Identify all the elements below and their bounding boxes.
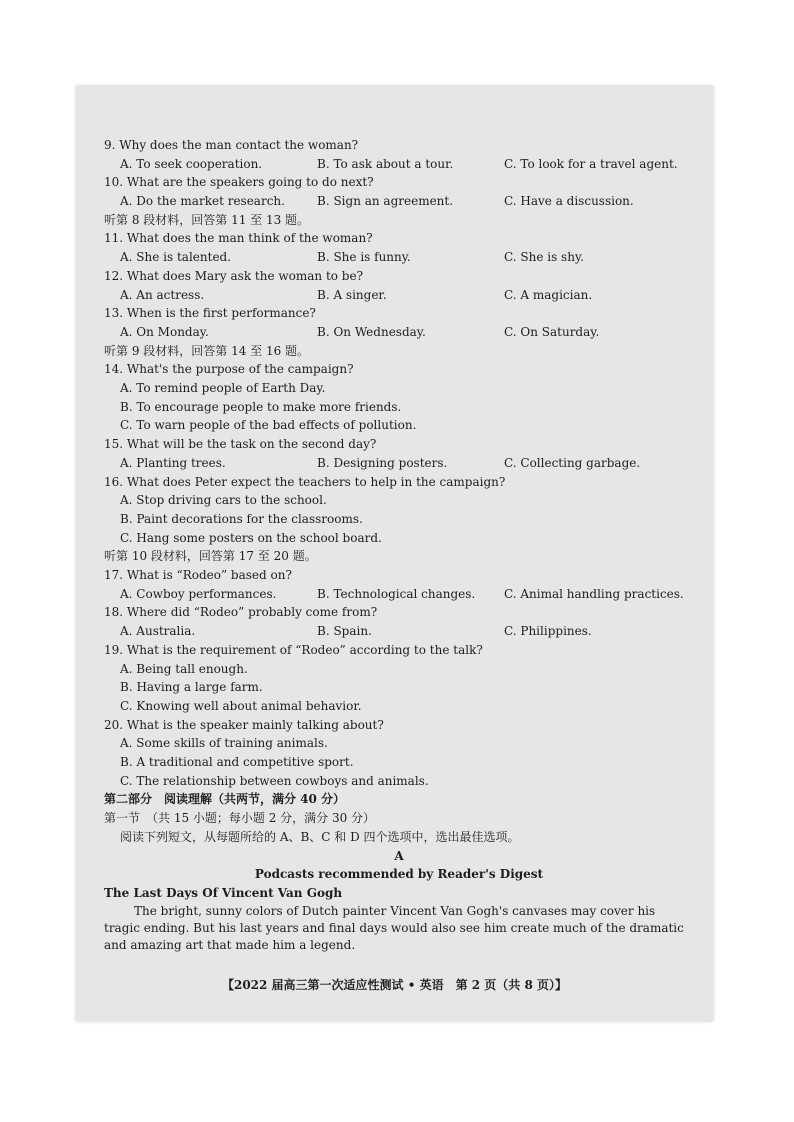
section-1-heading: 第一节 （共 15 小题；每小题 2 分，满分 30 分） [104, 811, 376, 826]
section-9-instruction: 听第 9 段材料，回答第 14 至 16 题。 [104, 343, 310, 358]
options-17 [104, 585, 694, 604]
options-9 [104, 155, 694, 174]
option-20b: B. A traditional and competitive sport. [120, 755, 354, 770]
option-11b: B. She is funny. [317, 250, 411, 265]
option-12b: B. A singer. [317, 287, 387, 302]
option-14a: A. To remind people of Earth Day. [120, 381, 326, 396]
option-19b: B. Having a large farm. [120, 680, 263, 695]
passage-letter: A [394, 848, 404, 863]
part-2-heading: 第二部分 阅读理解（共两节，满分 40 分） [104, 792, 346, 807]
option-10b: B. Sign an agreement. [317, 194, 454, 209]
section-8-instruction: 听第 8 段材料，回答第 11 至 13 题。 [104, 212, 310, 227]
page-content [104, 136, 694, 954]
question-9: 9. Why does the man contact the woman? [104, 138, 359, 152]
option-13a: A. On Monday. [120, 324, 209, 339]
option-19c: C. Knowing well about animal behavior. [120, 698, 362, 713]
option-16c: C. Hang some posters on the school board. [120, 530, 382, 545]
reading-instruction: 阅读下列短文，从每题所给的 A、B、C 和 D 四个选项中，选出最佳选项。 [120, 829, 520, 844]
option-13b: B. On Wednesday. [317, 324, 426, 339]
option-17a: A. Cowboy performances. [120, 586, 277, 601]
option-14b: B. To encourage people to make more friends. [120, 399, 402, 414]
question-17: 17. What is “Rodeo” based on? [104, 568, 292, 583]
option-15b: B. Designing posters. [317, 455, 448, 470]
question-10: 10. What are the speakers going to do next? [104, 175, 374, 190]
option-15c: C. Collecting garbage. [504, 455, 641, 470]
options-18 [104, 622, 694, 641]
option-13c: C. On Saturday. [504, 324, 600, 339]
option-20a: A. Some skills of training animals. [120, 736, 328, 751]
option-9c: C. To look for a travel agent. [504, 156, 678, 171]
question-13: 13. When is the first performance? [104, 306, 316, 321]
option-16b: B. Paint decorations for the classrooms. [120, 511, 363, 526]
option-17b: B. Technological changes. [317, 586, 476, 601]
question-18: 18. Where did “Rodeo” probably come from? [104, 605, 378, 620]
option-12a: A. An actress. [120, 287, 205, 302]
option-9a: A. To seek cooperation. [120, 156, 263, 171]
question-20: 20. What is the speaker mainly talking about? [104, 717, 384, 732]
option-14c: C. To warn people of the bad effects of pollution. [120, 418, 417, 433]
option-20c: C. The relationship between cowboys and animals. [120, 773, 429, 788]
option-16a: A. Stop driving cars to the school. [120, 493, 327, 508]
options-15 [104, 454, 694, 473]
page-footer: 【2022 届高三第一次适应性测试 • 英语 第 2 页（共 8 页）】 [221, 978, 567, 992]
exam-page [76, 86, 713, 1021]
options-12 [104, 286, 694, 305]
option-17c: C. Animal handling practices. [504, 586, 684, 601]
option-18c: C. Philippines. [504, 624, 592, 639]
option-10a: A. Do the market research. [120, 194, 285, 209]
options-10 [104, 192, 694, 211]
option-15a: A. Planting trees. [120, 455, 226, 470]
option-10c: C. Have a discussion. [504, 194, 634, 209]
article-paragraph: The bright, sunny colors of Dutch painter Vincent Van Gogh's canvases may cover his tragic ending. But his last years and final days would also see him create much of the dramatic and amazing art that made him a legend. [104, 903, 684, 952]
options-13 [104, 323, 694, 342]
question-15: 15. What will be the task on the second day? [104, 437, 377, 452]
section-10-instruction: 听第 10 段材料，回答第 17 至 20 题。 [104, 549, 317, 564]
option-19a: A. Being tall enough. [120, 661, 248, 676]
article-title: The Last Days Of Vincent Van Gogh [104, 886, 343, 900]
option-18b: B. Spain. [317, 624, 372, 639]
question-12: 12. What does Mary ask the woman to be? [104, 268, 364, 283]
option-12c: C. A magician. [504, 287, 593, 302]
question-16: 16. What does Peter expect the teachers to help in the campaign? [104, 474, 506, 489]
option-11c: C. She is shy. [504, 250, 584, 265]
option-9b: B. To ask about a tour. [317, 156, 454, 171]
option-18a: A. Australia. [120, 624, 196, 639]
question-11: 11. What does the man think of the woman? [104, 231, 373, 246]
question-19: 19. What is the requirement of “Rodeo” according to the talk? [104, 642, 483, 657]
option-11a: A. She is talented. [120, 250, 232, 265]
options-11 [104, 248, 694, 267]
passage-title: Podcasts recommended by Reader's Digest [254, 867, 544, 882]
question-14: 14. What's the purpose of the campaign? [104, 362, 354, 377]
